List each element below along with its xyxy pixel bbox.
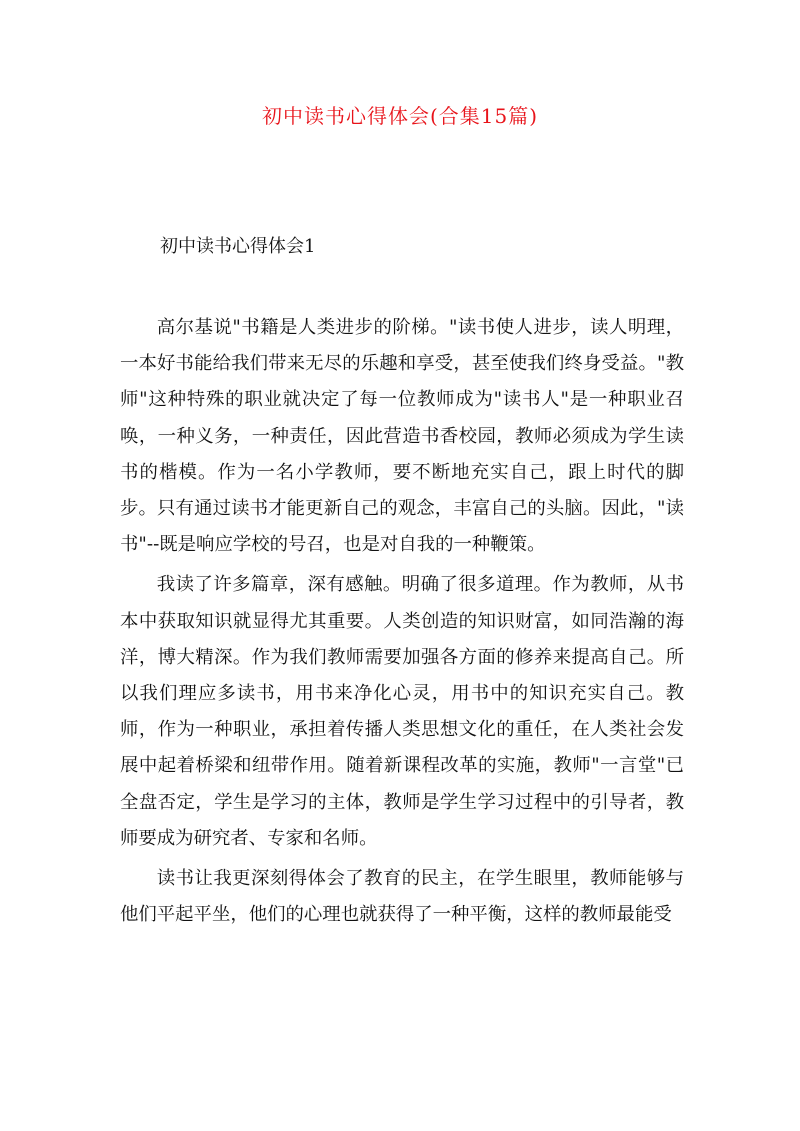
section-heading: 初中读书心得体会1 bbox=[160, 236, 316, 257]
paragraph: 我读了许多篇章，深有感触。明确了很多道理。作为教师，从书本中获取知识就显得尤其重要。人类创造的知识财富，如同浩瀚的海洋，博大精深。作为我们教师需要加强各方面的修养来提高自己。所以我们理应多读书，用书来净化心灵，用书中的知识充实自己。教师，作为一种职业，承担着传播人类思想文化的重任，在人类社会发展中起着桥梁和纽带作用。随着新课程改革的实施，教师"一言堂"已全盘否定，学生是学习的主体，教师是学生学习过程中的引导者，教师要成为研究者、专家和名师。 bbox=[120, 574, 684, 849]
document-title: 初中读书心得体会(合集15篇) bbox=[261, 104, 539, 128]
paragraph: 高尔基说"书籍是人类进步的阶梯。"读书使人进步，读人明理，一本好书能给我们带来无尽的乐趣和享受，甚至使我们终身受益。"教师"这种特殊的职业就决定了每一位教师成为"读书人"是一种职业召唤，一种义务，一种责任，因此营造书香校园，教师必须成为学生读书的楷模。作为一名小学教师，要不断地充实自己，跟上时代的脚步。只有通过读书才能更新自己的观念，丰富自己的头脑。因此，"读书"--既是响应学校的号召，也是对自我的一种鞭策。 bbox=[120, 317, 684, 556]
paragraph: 读书让我更深刻得体会了教育的民主，在学生眼里，教师能够与他们平起平坐，他们的心理也就获得了一种平衡，这样的教师最能受 bbox=[120, 868, 684, 926]
document-body bbox=[120, 310, 684, 937]
